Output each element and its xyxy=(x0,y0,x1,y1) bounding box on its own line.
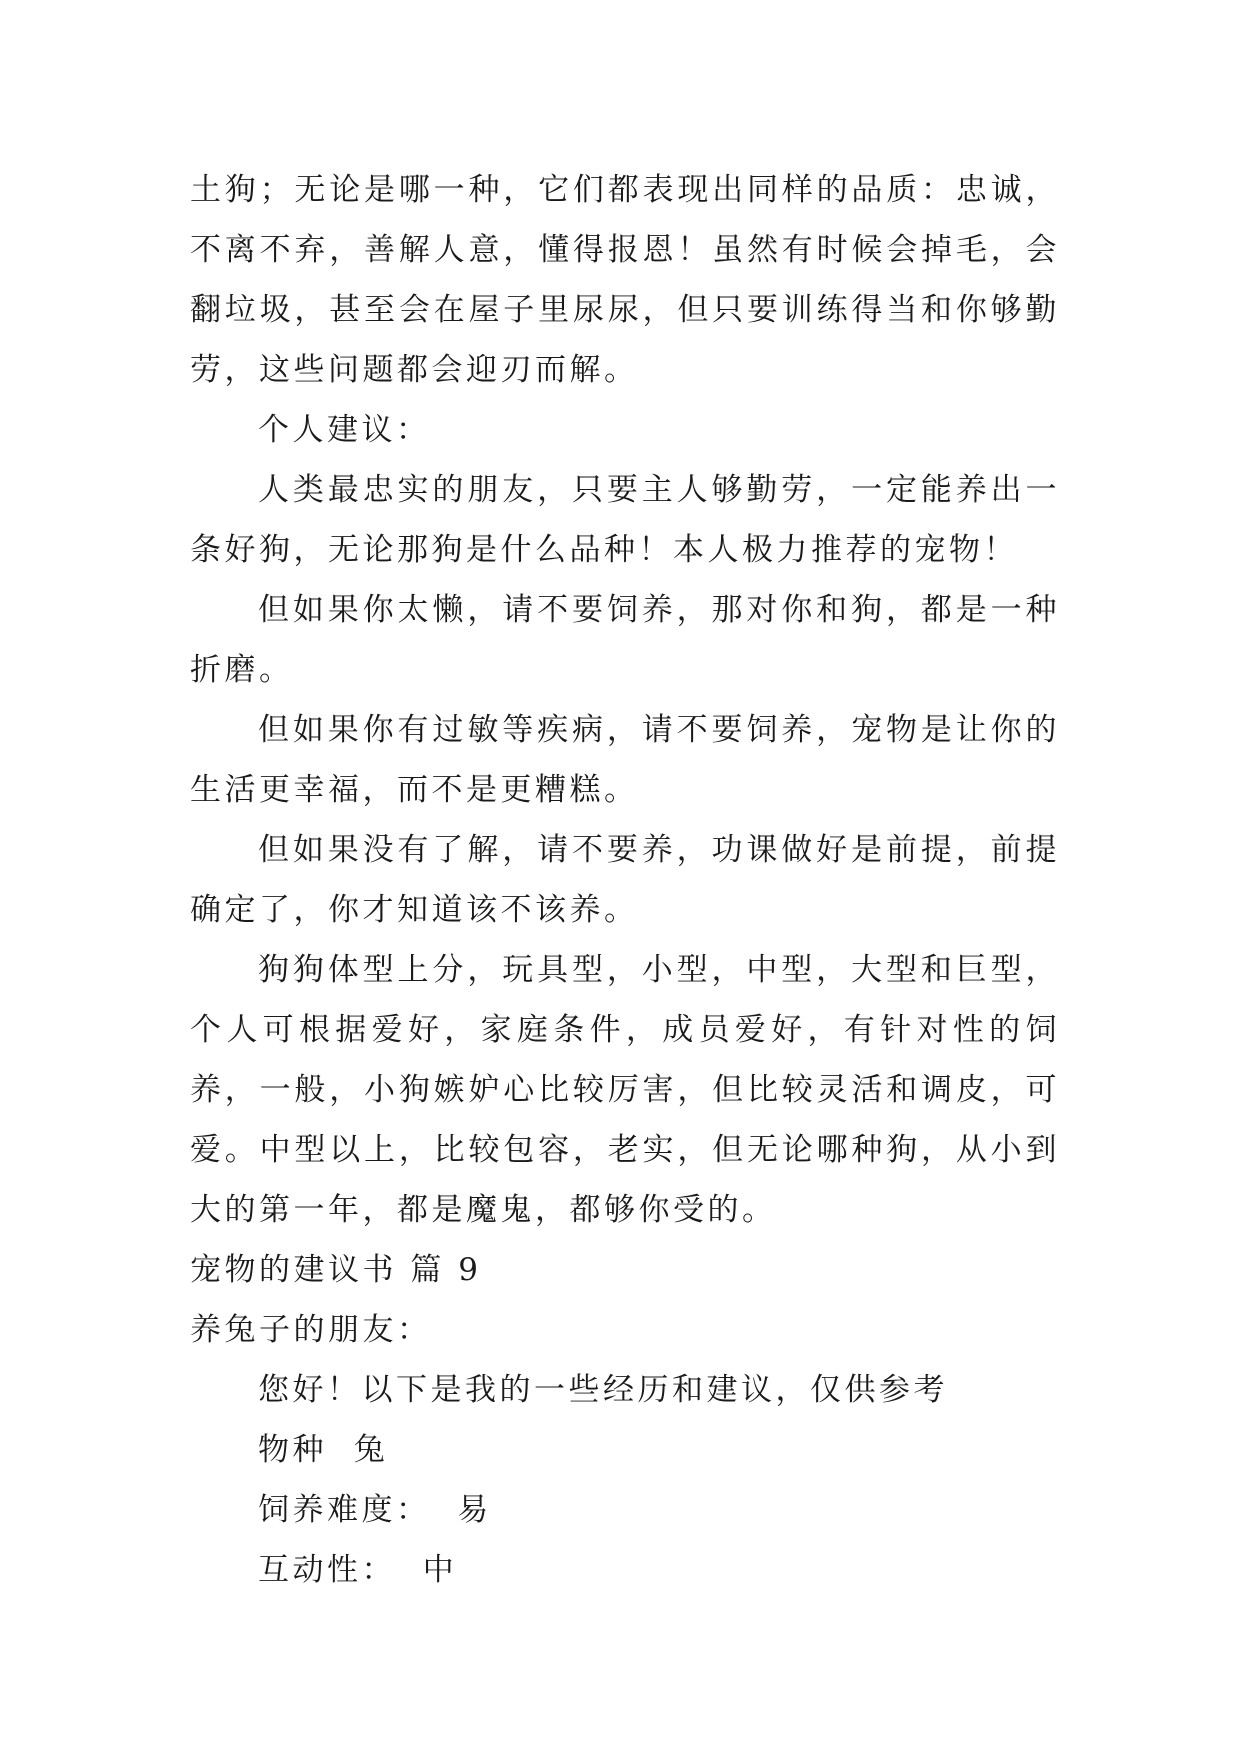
paragraph-research: 但如果没有了解，请不要养，功课做好是前提，前提确定了，你才知道该不该养。 xyxy=(190,832,1060,928)
document-body xyxy=(190,160,1060,1600)
greeting: 您好！以下是我的一些经历和建议，仅供参考 xyxy=(258,1372,948,1408)
field-species: 物种 兔 xyxy=(258,1432,389,1468)
paragraph-allergy: 但如果你有过敏等疾病，请不要饲养，宠物是让你的生活更幸福，而不是更糟糕。 xyxy=(190,712,1060,808)
paragraph-loyal-friend: 人类最忠实的朋友，只要主人够勤劳，一定能养出一条好狗，无论那狗是什么品种！本人极力推荐的宠物！ xyxy=(190,472,1060,568)
paragraph-lazy: 但如果你太懒，请不要饲养，那对你和狗，都是一种折磨。 xyxy=(190,592,1060,688)
section-title: 宠物的建议书 篇 9 xyxy=(190,1252,482,1288)
field-interactivity: 互动性： 中 xyxy=(258,1552,458,1588)
field-difficulty: 饲养难度： 易 xyxy=(258,1492,492,1528)
continuation-paragraph: 土狗；无论是哪一种，它们都表现出同样的品质：忠诚，不离不弃，善解人意，懂得报恩！虽然有时候会掉毛，会翻垃圾，甚至会在屋子里尿尿，但只要训练得当和你够勤劳，这些问题都会迎刃而解。 xyxy=(190,172,1060,388)
advice-heading: 个人建议： xyxy=(258,412,431,448)
paragraph-dog-sizes: 狗狗体型上分，玩具型，小型，中型，大型和巨型，个人可根据爱好，家庭条件，成员爱好，有针对性的饲养，一般，小狗嫉妒心比较厉害，但比较灵活和调皮，可爱。中型以上，比较包容，老实，但无论哪种狗，从小到大的第一年，都是魔鬼，都够你受的。 xyxy=(190,952,1060,1228)
salutation: 养兔子的朋友： xyxy=(190,1312,432,1348)
